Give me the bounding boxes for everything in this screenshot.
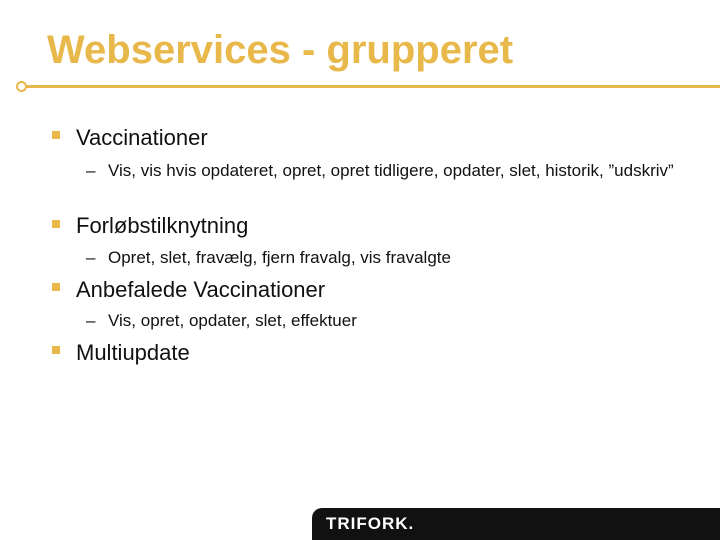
dash-bullet-icon: –	[86, 311, 96, 330]
bullet-anbefalede-vaccinationer: Anbefalede Vaccinationer	[76, 277, 326, 302]
sub-bullet-vaccinationer: Vis, vis hvis opdateret, opret, opret tidligere, opdater, slet, historik, ”udskriv”	[108, 161, 674, 180]
square-bullet-icon	[52, 131, 60, 139]
dash-bullet-icon: –	[86, 248, 96, 267]
slide-title: Webservices - grupperet	[47, 28, 514, 72]
bullet-forloebstilknytning: Forløbstilknytning	[76, 213, 249, 238]
sub-bullet-forloebstilknytning: Opret, slet, fravælg, fjern fravalg, vis fravalgte	[108, 248, 451, 267]
sub-bullet-anbefalede-vaccinationer: Vis, opret, opdater, slet, effektuer	[108, 311, 357, 330]
square-bullet-icon	[52, 346, 60, 354]
square-bullet-icon	[52, 283, 60, 291]
trifork-logo: TRIFORK.	[326, 514, 415, 533]
dash-bullet-icon: –	[86, 161, 96, 180]
square-bullet-icon	[52, 220, 60, 228]
bullet-vaccinationer: Vaccinationer	[76, 125, 208, 150]
bullet-multiupdate: Multiupdate	[76, 340, 190, 365]
